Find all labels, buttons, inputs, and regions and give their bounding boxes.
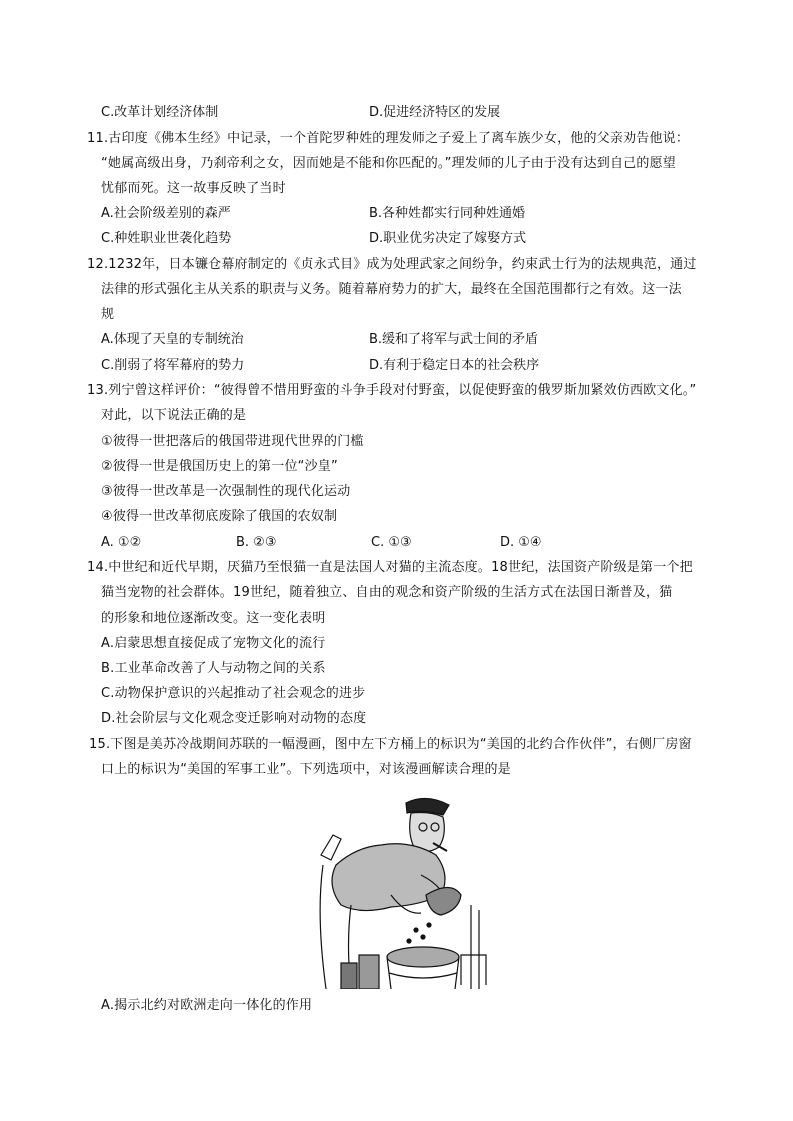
q10-option-d: D.促进经济特区的发展 (369, 105, 501, 120)
q14-option-d: D.社会阶层与文化观念变迁影响对动物的态度 (101, 711, 367, 726)
money-bag-shape (426, 888, 461, 916)
q11-stem-line1: 11.古印度《佛本生经》中记录，一个首陀罗种姓的理发师之子爱上了离车族少女，他的父亲劝告他说： (87, 131, 690, 146)
strap-shape (321, 835, 341, 860)
q13-options (0, 533, 793, 553)
q13-item-2: ②彼得一世是俄国历史上的第一位“沙皇” (101, 459, 338, 474)
q11-stem-line3: 忧郁而死。这一故事反映了当时 (101, 181, 286, 196)
coin-dot (421, 935, 425, 939)
q11-option-c: C.种姓职业世袭化趋势 (101, 231, 232, 246)
q14-option-b: B.工业革命改善了人与动物之间的关系 (101, 661, 326, 676)
q11-stem-line2: “她属高级出身，乃刹帝利之女，因而她是不能和你匹配的。”理发师的儿子由于没有达到自己的愿望 (101, 156, 676, 171)
q13-option-d: D. ①④ (500, 535, 542, 550)
coin-dot (427, 923, 431, 927)
apron-left-edge (320, 865, 326, 989)
q13-stem-line2: 对此，以下说法正确的是 (101, 408, 247, 423)
q12-options-ab (0, 330, 793, 350)
q11-option-d: D.职业优劣决定了嫁娶方式 (369, 231, 527, 246)
q10-options-cd (0, 103, 793, 123)
q12-options-cd (0, 356, 793, 376)
coin-dot (414, 928, 418, 932)
q10-option-c: C.改革计划经济体制 (101, 105, 219, 120)
q14-stem-line2: 猫当宠物的社会群体。19世纪，随着独立、自由的观念和资产阶级的生活方式在法国日渐普及，猫 (101, 585, 673, 600)
q13-stem-line1: 13.列宁曾这样评价：“彼得曾不惜用野蛮的斗争手段对付野蛮，以促使野蛮的俄罗斯加紧效仿西欧文化。” (87, 383, 697, 398)
q14-stem-line3: 的形象和地位逐渐改变。这一变化表明 (101, 611, 326, 626)
q12-stem-line2: 法律的形式强化主从关系的职责与义务。随着幕府势力的扩大，最终在全国范围都行之有效。这一法 (101, 282, 682, 297)
q11-option-b: B.各种姓都实行同种姓通婚 (369, 206, 526, 221)
factory-outline (461, 955, 486, 985)
q14-stem-line1: 14.中世纪和近代早期，厌猫乃至恨猫一直是法国人对猫的主流态度。18世纪，法国资产阶级是第一个把 (87, 560, 693, 575)
q12-option-a: A.体现了天皇的专制统治 (101, 332, 244, 347)
can-shape (341, 963, 357, 989)
q11-options-cd (0, 229, 793, 249)
barrel-band (389, 973, 457, 978)
q15-stem-line1: 15.下图是美苏冷战期间苏联的一幅漫画，图中左下方桶上的标识为“美国的北约合作伙伴”，右侧厂房窗 (89, 737, 692, 752)
barrel-top (387, 947, 459, 967)
can-shape (359, 955, 379, 989)
q13-option-b: B. ②③ (236, 535, 277, 550)
coin-dot (407, 939, 411, 943)
q12-stem-line3: 规 (101, 307, 115, 322)
q14-option-a: A.启蒙思想直接促成了宠物文化的流行 (101, 636, 326, 651)
q11-option-a: A.社会阶级差别的森严 (101, 206, 231, 221)
q13-option-c: C. ①③ (371, 535, 412, 550)
q13-item-4: ④彼得一世改革彻底废除了俄国的农奴制 (101, 509, 338, 524)
q12-option-c: C.削弱了将军幕府的势力 (101, 358, 245, 373)
q12-stem-line1: 12.1232年，日本镰仓幕府制定的《贞永式目》成为处理武家之间纷争，约束武士行为的法规典范，通过 (87, 257, 697, 272)
q15-option-a: A.揭示北约对欧洲走向一体化的作用 (101, 998, 313, 1013)
q12-option-b: B.缓和了将军与武士间的矛盾 (369, 332, 539, 347)
q13-item-1: ①彼得一世把落后的俄国带进现代世界的门槛 (101, 434, 364, 449)
q15-stem-line2: 口上的标识为“美国的军事工业”。下列选项中，对该漫画解读合理的是 (101, 762, 511, 777)
cold-war-cartoon-image (311, 795, 491, 989)
q14-option-c: C.动物保护意识的兴起推动了社会观念的进步 (101, 686, 366, 701)
q13-option-a: A. ①② (101, 535, 142, 550)
q13-item-3: ③彼得一世改革是一次强制性的现代化运动 (101, 484, 351, 499)
q12-option-d: D.有利于稳定日本的社会秩序 (369, 358, 540, 373)
q11-options-ab (0, 204, 793, 224)
